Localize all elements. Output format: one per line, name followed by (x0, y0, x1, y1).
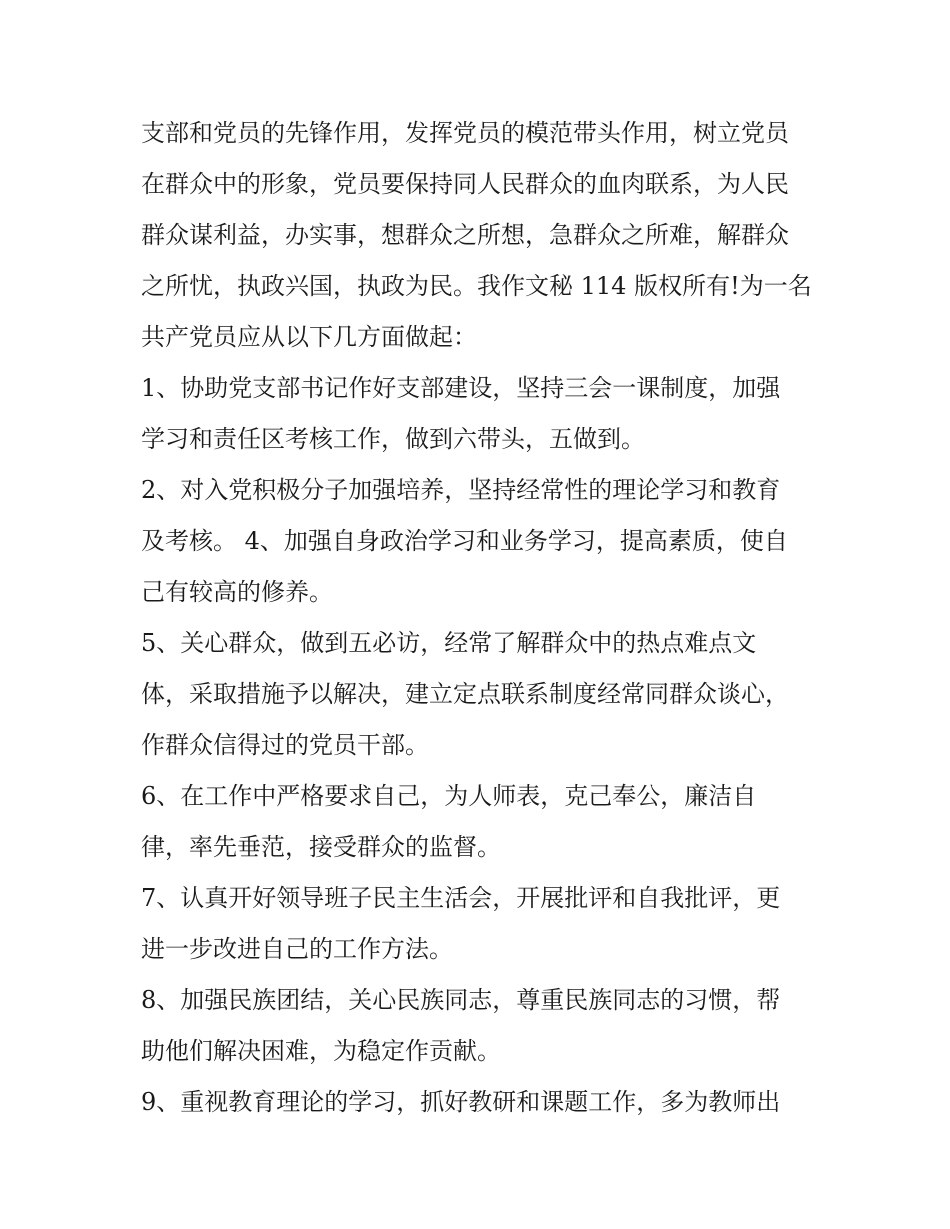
list-item-8-line: 8、加强民族团结，关心民族同志，尊重民族同志的习惯，帮 (141, 986, 781, 1014)
document-body (141, 108, 821, 1128)
list-item-5-line: 作群众信得过的党员干部。 (141, 731, 429, 759)
list-item-7-line: 进一步改进自己的工作方法。 (141, 935, 453, 963)
list-item-6-line: 6、在工作中严格要求自己，为人师表，克己奉公，廉洁自 (141, 782, 757, 810)
text-line: 在群众中的形象，党员要保持同人民群众的血肉联系，为人民 (141, 170, 789, 198)
list-item-5-line: 体，采取措施予以解决，建立定点联系制度经常同群众谈心， (141, 680, 789, 708)
text-line: 支部和党员的先锋作用，发挥党员的模范带头作用，树立党员 (141, 119, 789, 147)
list-item-1-line: 1、协助党支部书记作好支部建设，坚持三会一课制度，加强 (141, 374, 781, 402)
list-item-2-4-line: 及考核。 4、加强自身政治学习和业务学习，提高素质，使自 (141, 527, 788, 555)
list-item-4-line: 己有较高的修养。 (141, 578, 333, 606)
list-item-8-line: 助他们解决困难，为稳定作贡献。 (141, 1037, 501, 1065)
list-item-6-line: 律，率先垂范，接受群众的监督。 (141, 833, 501, 861)
list-item-5-line: 5、关心群众，做到五必访，经常了解群众中的热点难点文 (141, 629, 757, 657)
list-item-1-line: 学习和责任区考核工作，做到六带头，五做到。 (141, 425, 645, 453)
list-item-2-line: 2、对入党积极分子加强培养，坚持经常性的理论学习和教育 (141, 476, 781, 504)
list-item-9-line: 9、重视教育理论的学习，抓好教研和课题工作，多为教师出 (141, 1088, 781, 1116)
text-line: 群众谋利益，办实事，想群众之所想，急群众之所难，解群众 (141, 221, 789, 249)
text-line: 之所忧，执政兴国，执政为民。我作文秘 114 版权所有!为一名 (141, 272, 812, 300)
list-item-7-line: 7、认真开好领导班子民主生活会，开展批评和自我批评，更 (141, 884, 781, 912)
text-line: 共产党员应从以下几方面做起： (141, 323, 477, 351)
